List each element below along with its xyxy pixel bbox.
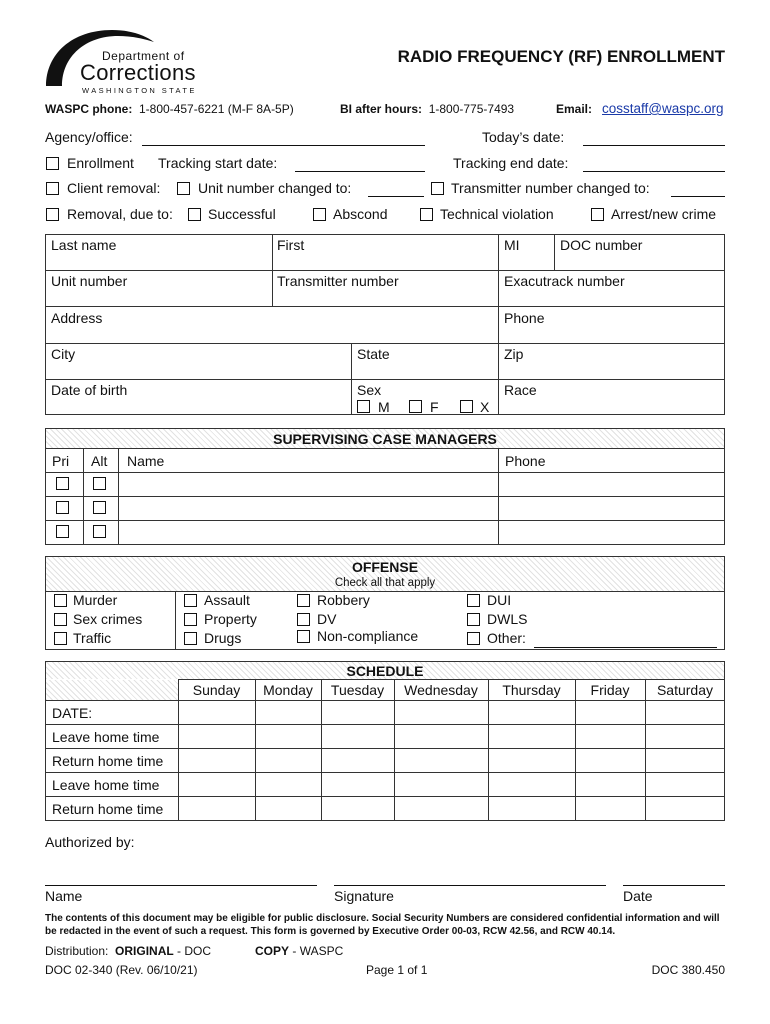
dui-label: DUI bbox=[487, 592, 512, 608]
doc-code: DOC 380.450 bbox=[651, 963, 725, 977]
removal-due-checkbox[interactable] bbox=[46, 208, 59, 221]
city-label: City bbox=[51, 346, 76, 362]
assault-label: Assault bbox=[204, 592, 250, 608]
drugs-checkbox[interactable] bbox=[184, 632, 197, 645]
tracking-end-field[interactable] bbox=[583, 171, 725, 172]
removal-due-label: Removal, due to: bbox=[67, 206, 173, 222]
last-name-label: Last name bbox=[51, 237, 117, 253]
doc-number-label: DOC number bbox=[560, 237, 643, 253]
sex-x-label: X bbox=[480, 399, 490, 415]
distribution-original: ORIGINAL bbox=[115, 944, 174, 958]
property-label: Property bbox=[204, 611, 257, 627]
schedule-row-return-2: Return home time bbox=[52, 801, 164, 817]
name-header: Name bbox=[127, 453, 165, 469]
day-monday: Monday bbox=[263, 682, 313, 698]
date-line[interactable] bbox=[623, 885, 725, 886]
distribution-waspc: - WASPC bbox=[292, 944, 344, 958]
non-compliance-label: Non-compliance bbox=[317, 628, 419, 644]
sex-crimes-label: Sex crimes bbox=[73, 611, 143, 627]
successful-checkbox[interactable] bbox=[188, 208, 201, 221]
successful-label: Successful bbox=[208, 206, 276, 222]
email bbox=[556, 101, 724, 116]
phone-label: Phone bbox=[504, 310, 545, 326]
address-label: Address bbox=[51, 310, 103, 326]
day-thursday: Thursday bbox=[502, 682, 561, 698]
sex-label: Sex bbox=[357, 382, 382, 398]
other-checkbox[interactable] bbox=[467, 632, 480, 645]
dob-label: Date of birth bbox=[51, 382, 128, 398]
day-wednesday: Wednesday bbox=[404, 682, 478, 698]
name-sig-label: Name bbox=[45, 888, 83, 904]
offense-heading: OFFENSE bbox=[351, 559, 419, 575]
distribution-copy-line bbox=[255, 944, 343, 958]
dwls-checkbox[interactable] bbox=[467, 613, 480, 626]
distribution bbox=[45, 944, 211, 958]
other-label: Other: bbox=[487, 630, 526, 646]
unit-number-label: Unit number bbox=[51, 273, 128, 289]
enrollment-checkbox[interactable] bbox=[46, 157, 59, 170]
distribution-doc: - DOC bbox=[177, 944, 212, 958]
dv-checkbox[interactable] bbox=[297, 613, 310, 626]
agency-label: Agency/office: bbox=[45, 129, 133, 145]
transmitter-changed-field[interactable] bbox=[671, 196, 725, 197]
client-removal-label: Client removal: bbox=[67, 180, 161, 196]
robbery-label: Robbery bbox=[317, 592, 370, 608]
page-number: Page 1 of 1 bbox=[366, 963, 428, 977]
name-line[interactable] bbox=[45, 885, 317, 886]
day-tuesday: Tuesday bbox=[330, 682, 385, 698]
today-label: Today’s date: bbox=[482, 129, 565, 145]
dui-checkbox[interactable] bbox=[467, 594, 480, 607]
distribution-copy: COPY bbox=[255, 944, 290, 958]
managers-heading: SUPERVISING CASE MANAGERS bbox=[273, 431, 497, 447]
agency-field[interactable] bbox=[142, 145, 425, 146]
client-removal-checkbox[interactable] bbox=[46, 182, 59, 195]
pri-header: Pri bbox=[52, 453, 70, 469]
logo-line2: Corrections bbox=[80, 60, 196, 85]
sex-f-checkbox[interactable] bbox=[409, 400, 422, 413]
tracking-start-label: Tracking start date: bbox=[158, 155, 278, 171]
sex-crimes-checkbox[interactable] bbox=[54, 613, 67, 626]
tracking-start-field[interactable] bbox=[295, 171, 425, 172]
assault-checkbox[interactable] bbox=[184, 594, 197, 607]
arrest-label: Arrest/new crime bbox=[611, 206, 717, 222]
today-field[interactable] bbox=[583, 145, 725, 146]
transmitter-changed-label: Transmitter number changed to: bbox=[451, 180, 650, 196]
murder-label: Murder bbox=[73, 592, 118, 608]
info-grid bbox=[45, 234, 725, 415]
abscond-label: Abscond bbox=[333, 206, 388, 222]
alt-checkbox-1[interactable] bbox=[93, 477, 106, 490]
page-title: RADIO FREQUENCY (RF) ENROLLMENT bbox=[397, 47, 725, 66]
bi-phone bbox=[340, 102, 514, 116]
murder-checkbox[interactable] bbox=[54, 594, 67, 607]
sex-m-label: M bbox=[378, 399, 390, 415]
bi-value: 1-800-775-7493 bbox=[428, 102, 515, 116]
day-saturday: Saturday bbox=[656, 682, 714, 698]
dv-label: DV bbox=[317, 611, 337, 627]
logo-line3: WASHINGTON STATE bbox=[82, 86, 197, 95]
transmitter-number-label: Transmitter number bbox=[277, 273, 399, 289]
day-friday: Friday bbox=[590, 682, 630, 698]
state-label: State bbox=[357, 346, 390, 362]
unit-changed-field[interactable] bbox=[368, 196, 424, 197]
schedule-row-leave-1: Leave home time bbox=[52, 729, 160, 745]
first-label: First bbox=[277, 237, 305, 253]
signature-line[interactable] bbox=[334, 885, 606, 886]
waspc-phone bbox=[45, 102, 294, 116]
non-compliance-checkbox[interactable] bbox=[297, 630, 310, 643]
alt-checkbox-2[interactable] bbox=[93, 501, 106, 514]
offense-sub: Check all that apply bbox=[334, 577, 436, 589]
pri-checkbox-1[interactable] bbox=[56, 477, 69, 490]
technical-checkbox[interactable] bbox=[420, 208, 433, 221]
arrest-checkbox[interactable] bbox=[591, 208, 604, 221]
mi-label: MI bbox=[504, 237, 520, 253]
authorized-label: Authorized by: bbox=[45, 834, 135, 850]
doc-logo bbox=[42, 24, 202, 94]
transmitter-changed-checkbox[interactable] bbox=[431, 182, 444, 195]
dwls-label: DWLS bbox=[487, 611, 528, 627]
sex-m-checkbox[interactable] bbox=[357, 400, 370, 413]
enrollment-label: Enrollment bbox=[67, 155, 134, 171]
robbery-checkbox[interactable] bbox=[297, 594, 310, 607]
other-field[interactable] bbox=[534, 647, 717, 648]
email-link[interactable]: cosstaff@waspc.org bbox=[602, 101, 724, 116]
traffic-checkbox[interactable] bbox=[54, 632, 67, 645]
pri-checkbox-2[interactable] bbox=[56, 501, 69, 514]
disclaimer: The contents of this document may be eligible for public disclosure. Social Security Numbers are considered confidential information and will be redacted in the event of such a request. This form is governed by Executive Order 00-03, RCW 42.56, and RCW 40.14. bbox=[45, 913, 720, 937]
traffic-label: Traffic bbox=[73, 630, 112, 646]
race-label: Race bbox=[504, 382, 537, 398]
exacutrack-label: Exacutrack number bbox=[504, 273, 625, 289]
unit-changed-checkbox[interactable] bbox=[177, 182, 190, 195]
schedule-heading: SCHEDULE bbox=[346, 663, 424, 679]
sex-f-label: F bbox=[430, 399, 439, 415]
bi-label: BI after hours: bbox=[340, 102, 423, 116]
schedule-row-return-1: Return home time bbox=[52, 753, 164, 769]
logo-line1: Department of bbox=[102, 49, 185, 63]
abscond-checkbox[interactable] bbox=[313, 208, 326, 221]
tracking-end-label: Tracking end date: bbox=[453, 155, 569, 171]
date-label: Date bbox=[623, 888, 653, 904]
waspc-label: WASPC phone: bbox=[45, 102, 133, 116]
alt-checkbox-3[interactable] bbox=[93, 525, 106, 538]
schedule-row-date: DATE: bbox=[52, 705, 93, 721]
technical-label: Technical violation bbox=[440, 206, 554, 222]
day-sunday: Sunday bbox=[192, 682, 241, 698]
form-number: DOC 02-340 (Rev. 06/10/21) bbox=[45, 963, 198, 977]
email-label: Email: bbox=[556, 102, 593, 116]
schedule-row-leave-2: Leave home time bbox=[52, 777, 160, 793]
sex-x-checkbox[interactable] bbox=[460, 400, 473, 413]
signature-label: Signature bbox=[334, 888, 394, 904]
alt-header: Alt bbox=[91, 453, 108, 469]
zip-label: Zip bbox=[504, 346, 524, 362]
pri-checkbox-3[interactable] bbox=[56, 525, 69, 538]
phone-header: Phone bbox=[505, 453, 546, 469]
drugs-label: Drugs bbox=[204, 630, 242, 646]
waspc-value: 1-800-457-6221 (M-F 8A-5P) bbox=[139, 102, 294, 116]
unit-changed-label: Unit number changed to: bbox=[198, 180, 352, 196]
distribution-label: Distribution: bbox=[45, 944, 109, 958]
property-checkbox[interactable] bbox=[184, 613, 197, 626]
